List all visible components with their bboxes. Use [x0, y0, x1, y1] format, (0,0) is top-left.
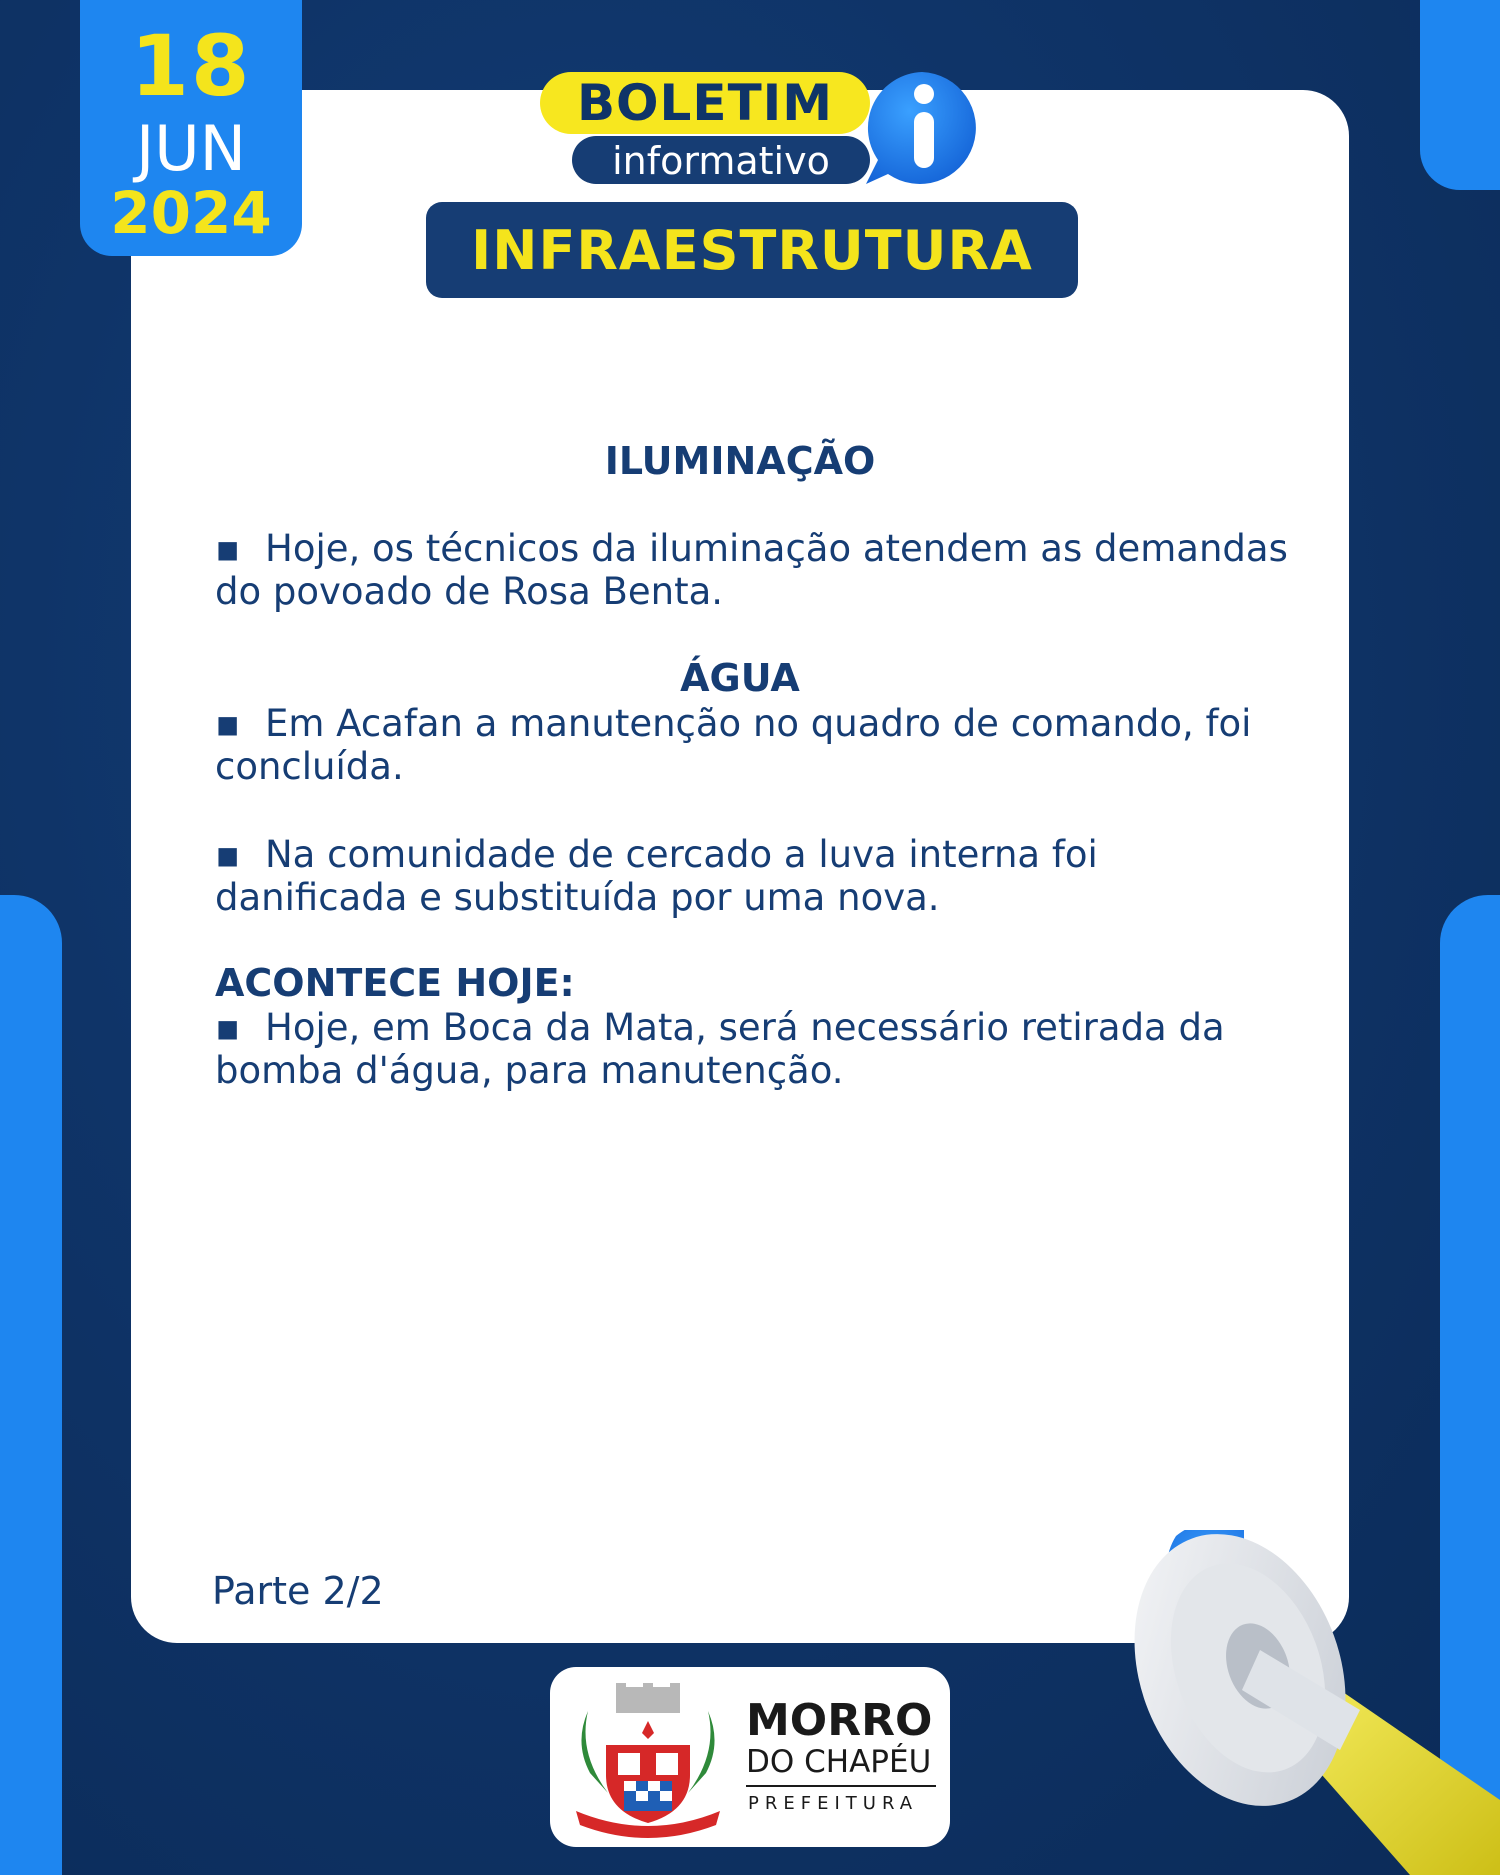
bullet-icon: ▪ [215, 833, 241, 876]
section-title-text: INFRAESTRUTURA [471, 219, 1033, 282]
prefeitura-logo [550, 1667, 950, 1847]
logo-text-line2: DO CHAPÉU [746, 1744, 932, 1780]
bullet-icon: ▪ [215, 702, 241, 745]
heading-acontece-hoje: ACONTECE HOJE: [215, 961, 575, 1005]
section-title [426, 202, 1078, 298]
bullet-icon: ▪ [215, 1006, 241, 1049]
page-part-indicator: Parte 2/2 [212, 1569, 384, 1613]
megaphone-icon [1130, 1500, 1500, 1875]
paragraph-acontece-text: Hoje, em Boca da Mata, será necessário retirada da bomba d'água, para manutenção. [215, 1006, 1225, 1092]
paragraph-iluminacao-text: Hoje, os técnicos da iluminação atendem as demandas do povoado de Rosa Benta. [215, 527, 1288, 613]
bulletin-title-text: BOLETIM [576, 74, 834, 132]
date-month: JUN [135, 112, 247, 185]
date-day: 18 [130, 17, 252, 115]
paragraph-agua-1-text: Em Acafan a manutenção no quadro de comando, foi concluída. [215, 702, 1252, 788]
date-year: 2024 [110, 179, 272, 247]
paragraph-agua-2-text: Na comunidade de cercado a luva interna foi danificada e substituída por uma nova. [215, 833, 1098, 919]
paragraph-iluminacao [215, 527, 1295, 613]
corner-decoration-top-right [1420, 0, 1500, 190]
date-badge [80, 0, 302, 256]
side-decoration-left [0, 895, 62, 1875]
info-icon [860, 66, 984, 190]
logo-text-line3: PREFEITURA [748, 1793, 919, 1814]
heading-agua: ÁGUA [680, 656, 800, 700]
bulletin-subtitle [572, 136, 870, 184]
paragraph-agua-2 [215, 833, 1295, 919]
coat-of-arms-icon [568, 1683, 728, 1838]
heading-iluminacao: ILUMINAÇÃO [604, 439, 876, 483]
logo-text-line1: MORRO [746, 1695, 933, 1746]
bulletin-subtitle-text: informativo [612, 139, 830, 183]
bullet-icon: ▪ [215, 527, 241, 570]
paragraph-agua-1 [215, 702, 1295, 788]
bulletin-title [540, 72, 870, 134]
paragraph-acontece [215, 1006, 1295, 1092]
logo-divider [746, 1785, 936, 1787]
